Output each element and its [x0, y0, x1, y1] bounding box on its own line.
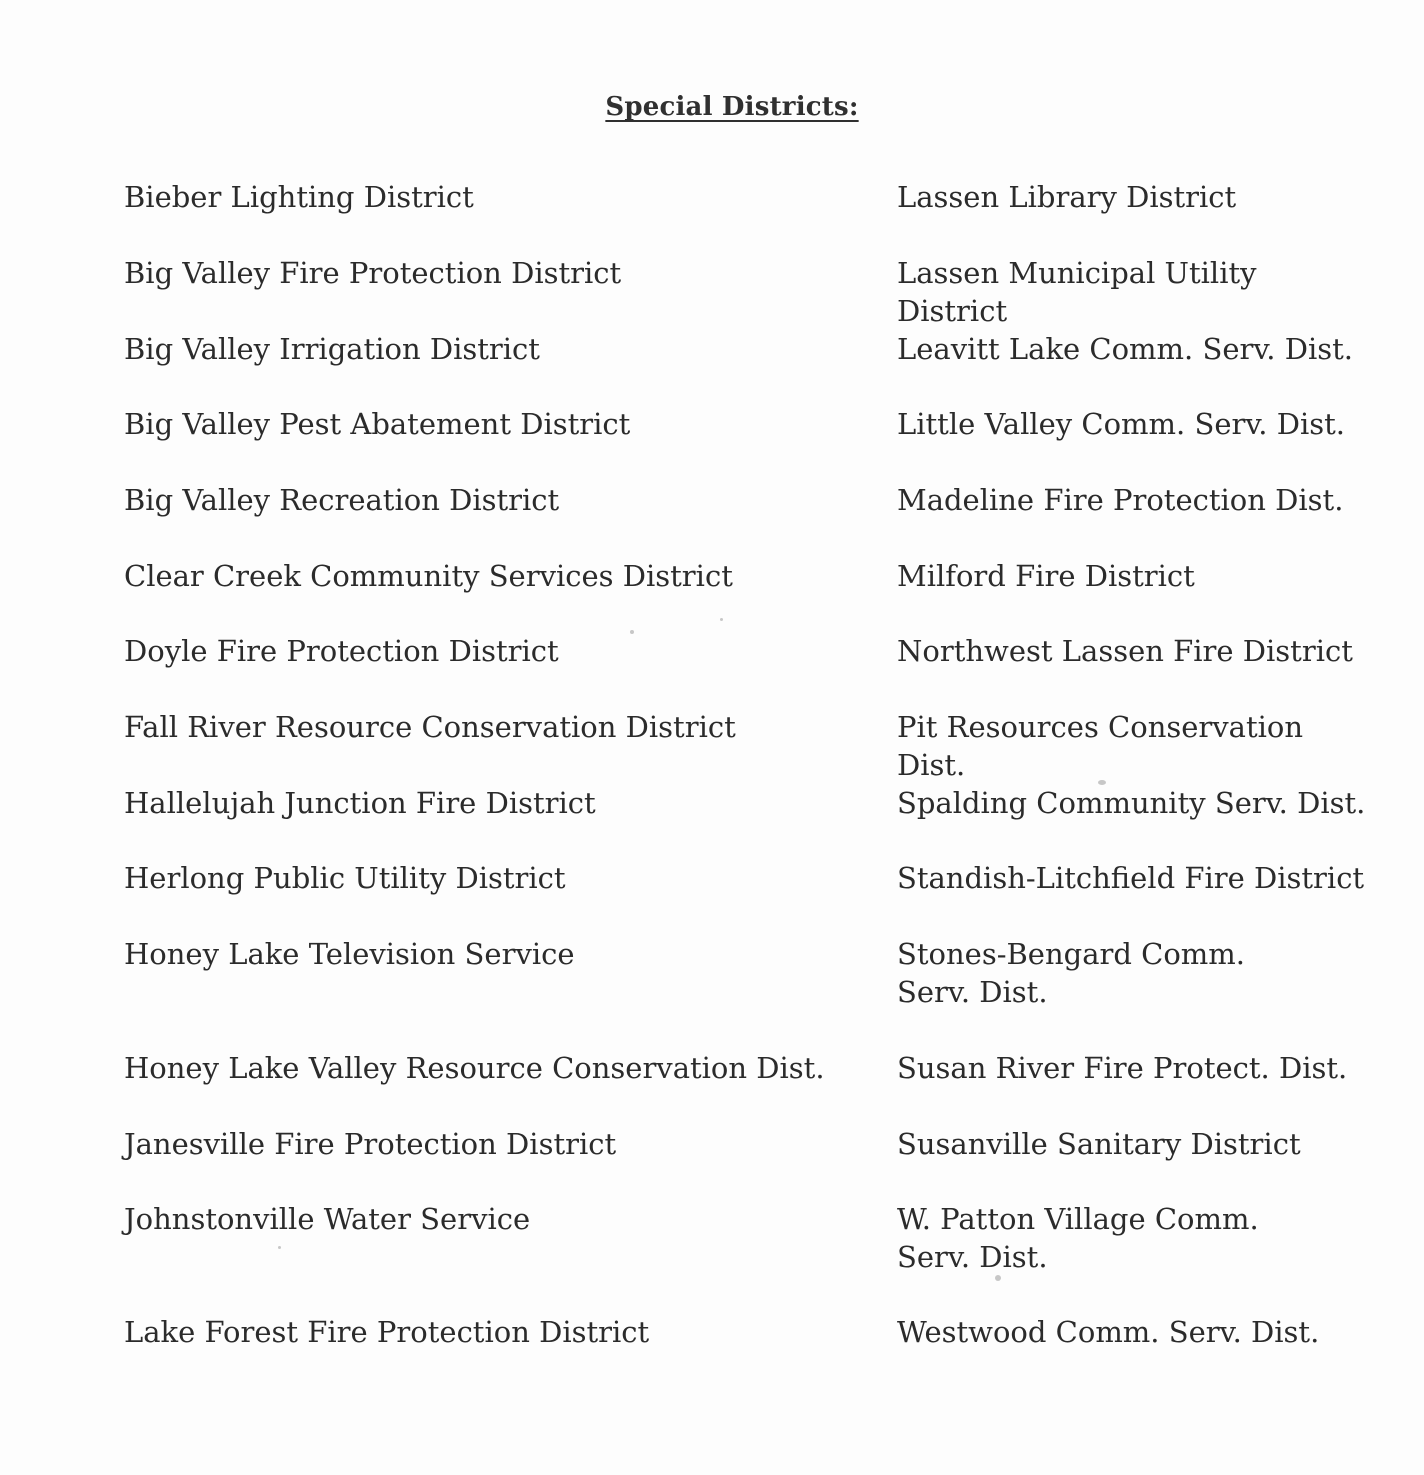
- district-item: Little Valley Comm. Serv. Dist.: [897, 407, 1346, 441]
- district-item: Lake Forest Fire Protection District: [124, 1315, 650, 1349]
- district-item: Herlong Public Utility District: [124, 861, 566, 895]
- district-item: Leavitt Lake Comm. Serv. Dist.: [897, 332, 1354, 366]
- district-item: Milford Fire District: [897, 559, 1195, 593]
- district-item: Big Valley Pest Abatement District: [124, 407, 631, 441]
- district-item: Big Valley Fire Protection District: [124, 256, 622, 290]
- district-item: Northwest Lassen Fire District: [897, 634, 1353, 668]
- district-item: Honey Lake Valley Resource Conservation Dist.: [124, 1051, 825, 1085]
- district-item: Janesville Fire Protection District: [124, 1127, 617, 1161]
- district-item: Clear Creek Community Services District: [124, 559, 733, 593]
- scan-speck: [630, 630, 634, 634]
- scan-speck: [995, 1275, 1001, 1281]
- scan-speck: [720, 618, 723, 621]
- page-title: Special Districts:: [605, 92, 859, 122]
- scan-speck: [1098, 780, 1106, 785]
- district-item: Bieber Lighting District: [124, 180, 474, 214]
- district-item: Hallelujah Junction Fire District: [124, 786, 596, 820]
- district-item: Madeline Fire Protection Dist.: [897, 483, 1344, 517]
- district-item: Spalding Community Serv. Dist.: [897, 786, 1366, 820]
- district-item: Susanville Sanitary District: [897, 1127, 1301, 1161]
- district-item: Lassen Library District: [897, 180, 1237, 214]
- district-item: Johnstonville Water Service: [124, 1202, 531, 1236]
- district-item: Westwood Comm. Serv. Dist.: [897, 1315, 1320, 1349]
- district-item: Standish-Litchfield Fire District: [897, 861, 1365, 895]
- scan-speck: [278, 1246, 281, 1249]
- district-item: Susan River Fire Protect. Dist.: [897, 1051, 1348, 1085]
- district-item: W. Patton Village Comm. Serv. Dist.: [897, 1202, 1259, 1274]
- district-item: Honey Lake Television Service: [124, 937, 575, 971]
- district-item: Big Valley Recreation District: [124, 483, 560, 517]
- district-item: Lassen Municipal Utility District: [897, 256, 1257, 328]
- district-item: Pit Resources Conservation Dist.: [897, 710, 1304, 782]
- district-item: Stones-Bengard Comm. Serv. Dist.: [897, 937, 1246, 1009]
- district-item: Doyle Fire Protection District: [124, 634, 559, 668]
- district-item: Big Valley Irrigation District: [124, 332, 540, 366]
- district-item: Fall River Resource Conservation District: [124, 710, 736, 744]
